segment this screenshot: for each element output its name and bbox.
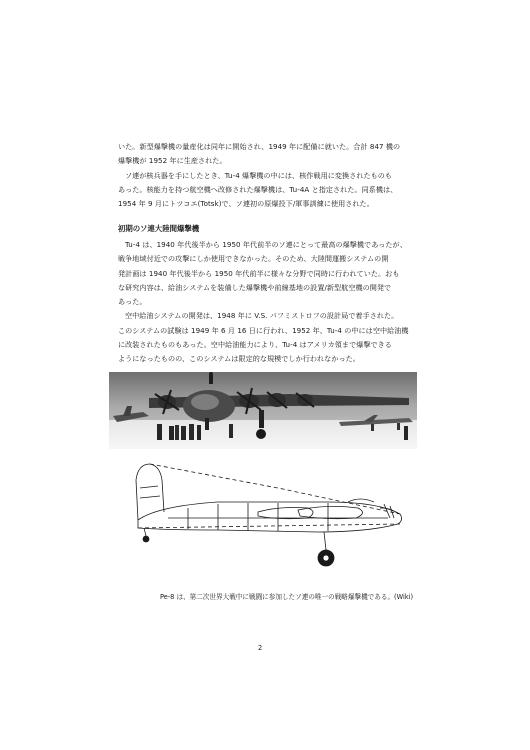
text-line: いた。新型爆撃機の量産化は同年に開始され、1949 年に配備に就いた。合計 847 機の bbox=[118, 142, 401, 151]
paragraph-1 bbox=[118, 140, 418, 169]
text-line: 空中給油システムの開発は、1948 年に V.S. バフミストロフの設計局で着手された。 bbox=[125, 311, 399, 321]
text-line: あった。 bbox=[118, 297, 147, 307]
bomber-photo-image bbox=[109, 372, 417, 449]
text-line: 発計画は 1940 年代後半から 1950 年代前半に様々な分野で同時に行われていた。おも bbox=[118, 268, 400, 278]
top-paragraphs bbox=[118, 140, 418, 211]
figure-caption: Pe-8 は、第二次世界大戦中に戦闘に参加したソ連の唯一の戦略爆撃機である。(Wiki) bbox=[160, 593, 414, 601]
page-number: 2 bbox=[258, 644, 263, 652]
text-line: Tu-4 は、1940 年代後半から 1950 年代前半のソ連にとって最高の爆撃機であったが、 bbox=[125, 240, 407, 249]
text-line: このシステムの試験は 1949 年 6 月 16 日に行われ、1952 年、Tu-4 の中には空中給油機 bbox=[118, 325, 409, 335]
aircraft-line-drawing-image bbox=[128, 458, 410, 578]
text-line: 爆撃機が 1952 年に生産された。 bbox=[118, 156, 227, 166]
aircraft-line-drawing bbox=[128, 458, 410, 578]
bottom-paragraphs bbox=[118, 238, 418, 367]
text-line: 1954 年 9 月にトツコエ(Totsk)で、ソ連初の原爆投下/軍事訓練に使用された。 bbox=[118, 199, 374, 209]
paragraph-4 bbox=[118, 309, 418, 366]
text-line: ソ連が核兵器を手にしたとき、Tu-4 爆撃機の中には、核作戦用に変換されたものも bbox=[125, 170, 393, 180]
text-line: な研究内容は、給油システムを装備した爆撃機や前線基地の設置/新型航空機の開発で bbox=[118, 282, 392, 292]
text-line: ようになったものの、このシステムは限定的な規模でしか行われなかった。 bbox=[118, 354, 360, 364]
bomber-photo bbox=[109, 372, 417, 449]
text-line: あった。核能力を持つ航空機へ改修された爆撃機は、Tu-4A と指定された。同系機は、 bbox=[118, 184, 398, 194]
text-line: 戦争地域付近での攻撃にしか使用できなかった。そのため、大陸間運搬システムの開 bbox=[118, 254, 389, 264]
section-heading: 初期のソ連大陸間爆撃機 bbox=[118, 224, 200, 233]
paragraph-3 bbox=[118, 238, 418, 309]
paragraph-2 bbox=[118, 169, 418, 212]
text-line: に改装されたものもあった。空中給油能力により、Tu-4 はアメリカ領まで爆撃できる bbox=[118, 340, 392, 350]
